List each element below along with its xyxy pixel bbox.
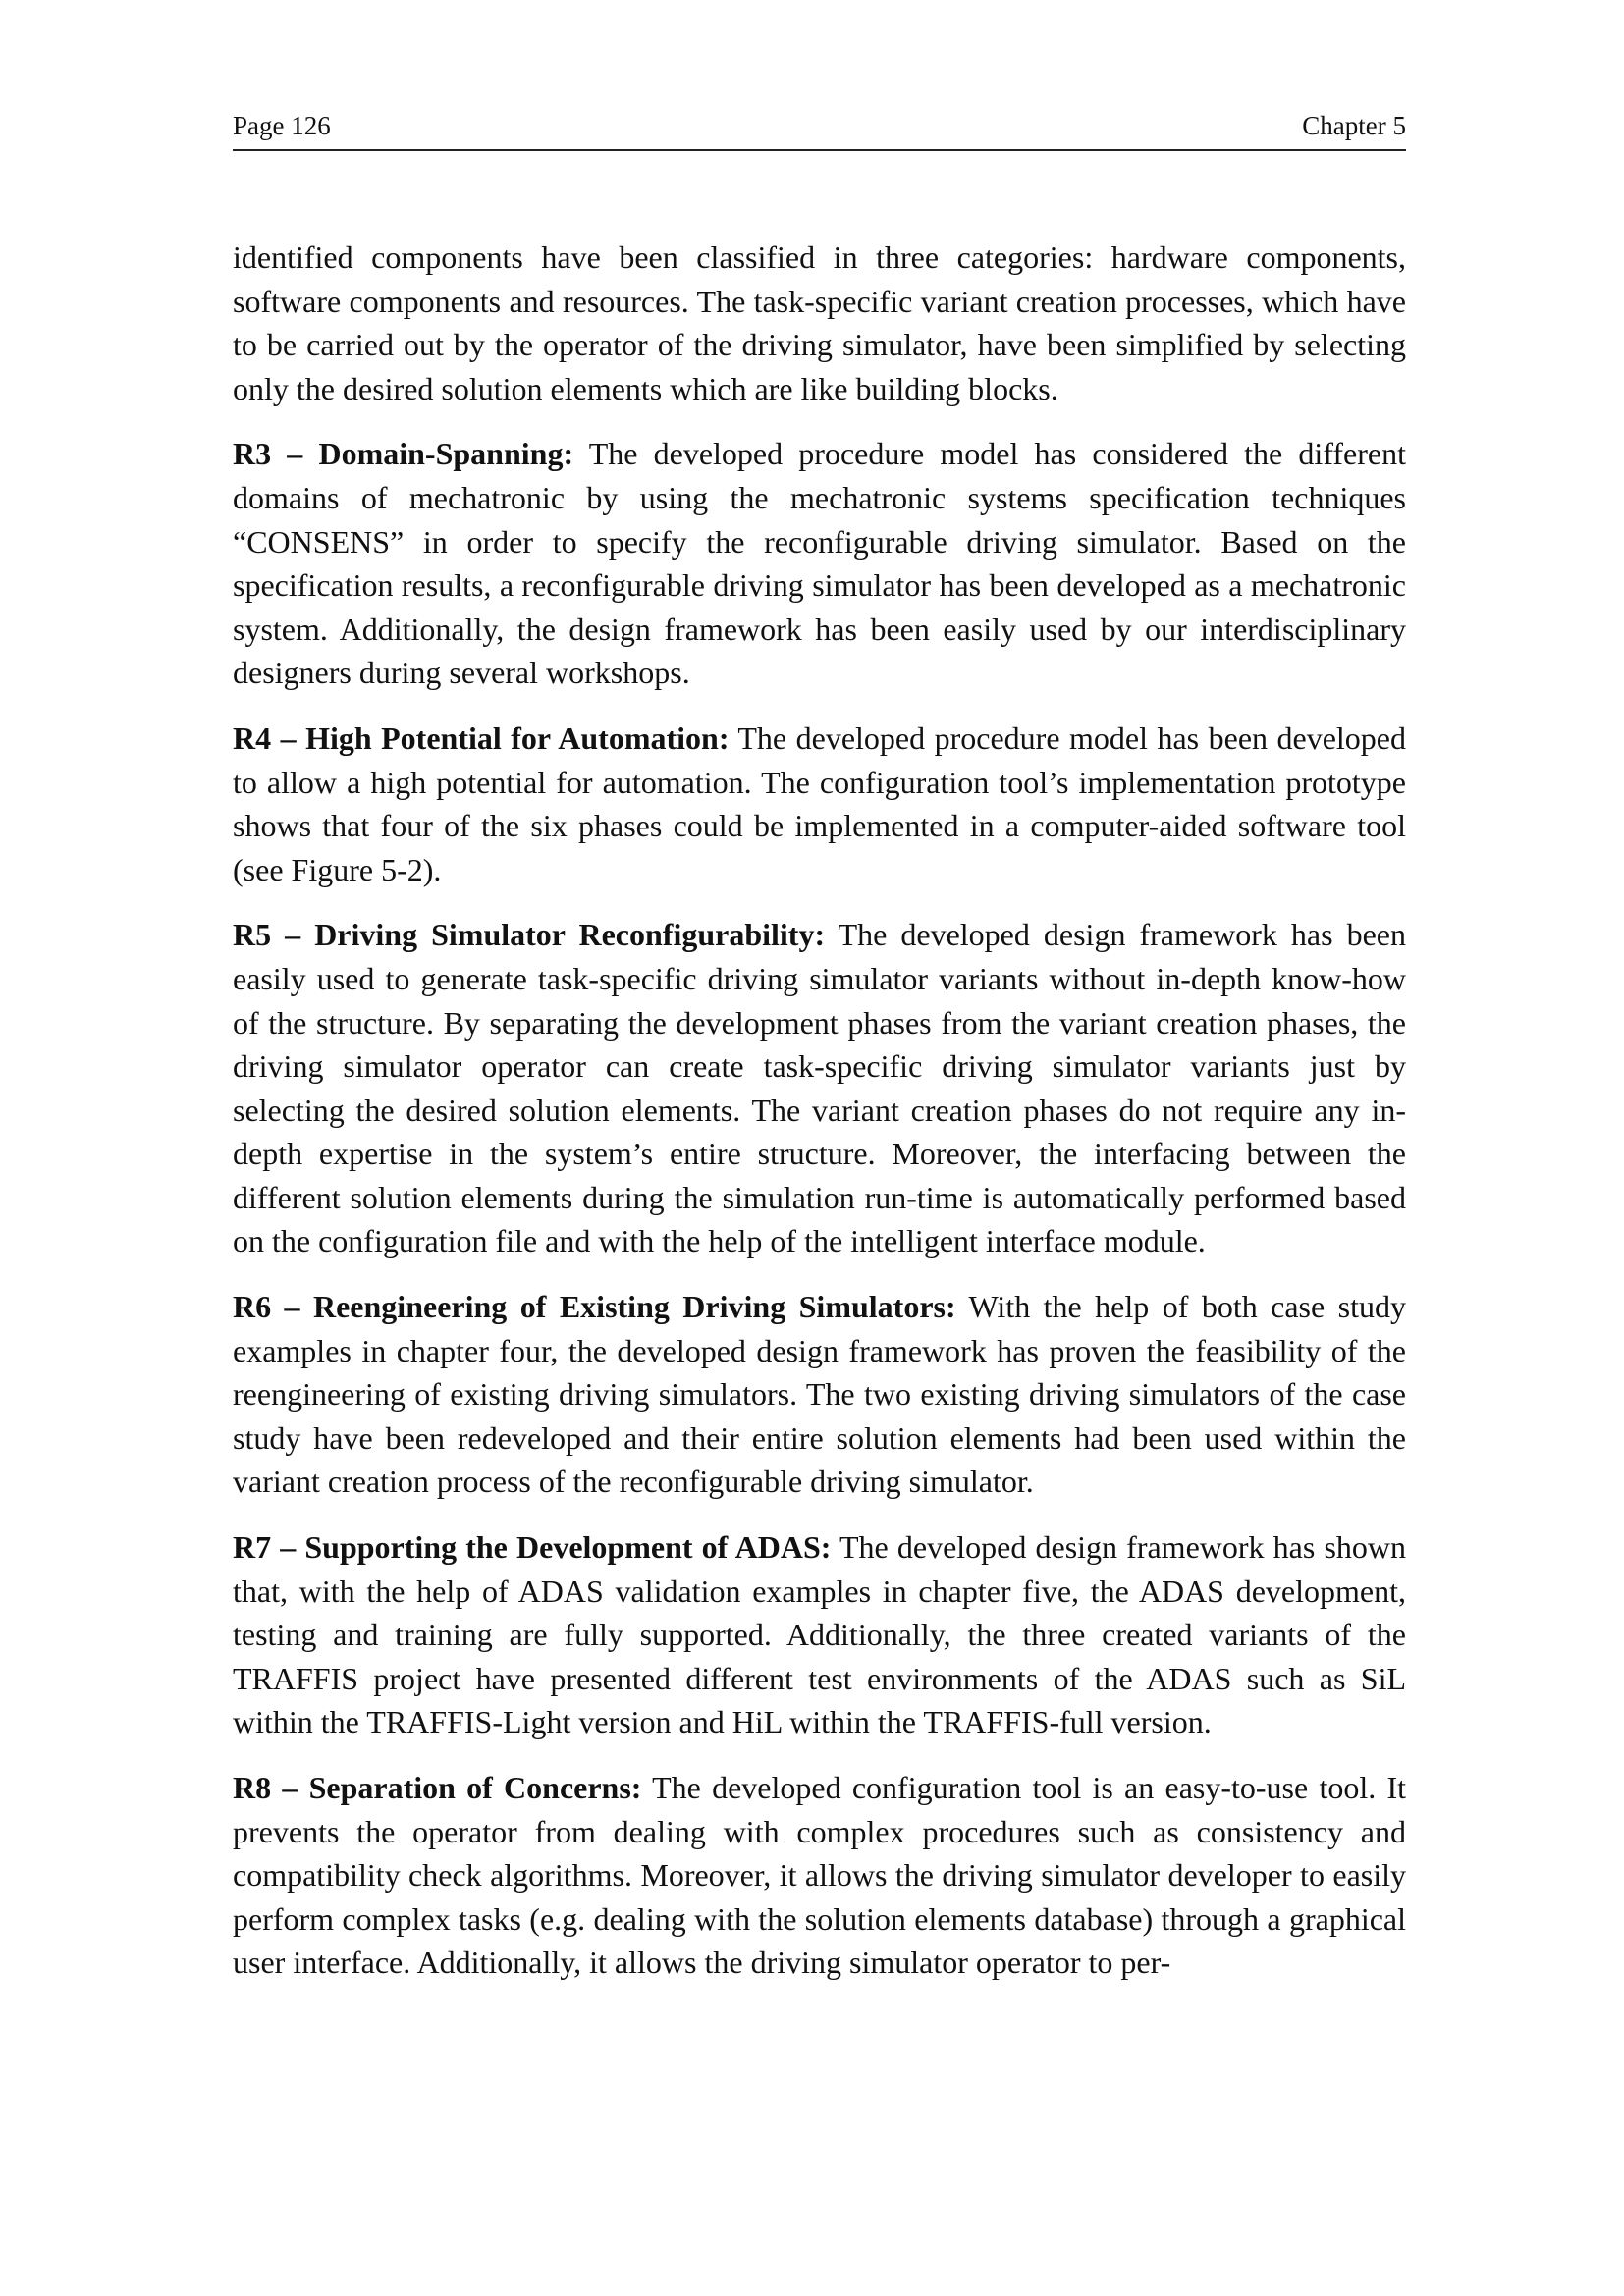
requirement-title-r6: R6 – Reengineering of Existing Driving Simulators: <box>233 1289 956 1325</box>
requirement-title-r4: R4 – High Potential for Automation: <box>233 720 730 756</box>
paragraph-r8 <box>233 1766 1406 1985</box>
paragraph-r7 <box>233 1525 1406 1744</box>
requirement-title-r3: R3 – Domain-Spanning: <box>233 436 574 472</box>
paragraph-text: The developed procedure model has been developed to allow a high potential for automation. The configuration tool’s implementation prototype shows that four of the six phases could be implemented in a computer-aided software tool (see Figure 5-2). <box>233 720 1407 887</box>
paragraph-r5 <box>233 913 1406 1263</box>
requirement-title-r7: R7 – Supporting the Development of ADAS: <box>233 1529 832 1566</box>
paragraph-intro <box>233 236 1406 410</box>
paragraph-text: The developed design framework has been easily used to generate task-specific driving simulator variants without in-depth know-how of the structure. By separating the development phases from the variant creation phases, the driving simulator operator can create task-specific driving simulator variants just by selecting the desired solution elements. The variant creation phases do not require any in-depth expertise in the system’s entire structure. Moreover, the interfacing between the different solution elements during the simulation run-time is automatically performed based on the configuration file and with the help of the intelligent interface module. <box>233 917 1406 1259</box>
page-number: Page 126 <box>233 111 331 140</box>
page-header <box>233 110 1406 151</box>
paragraph-text: The developed configuration tool is an easy-to-use tool. It prevents the operator from dealing with complex procedures such as consistency and compatibility check algorithms. Moreover, it allows the driving simulator developer to easily perform complex tasks (e.g. dealing with the solution elements database) through a graphical user interface. Additionally, it allows the driving simulator operator to per- <box>233 1770 1407 1981</box>
requirement-title-r8: R8 – Separation of Concerns: <box>233 1770 642 1805</box>
paragraph-text: With the help of both case study examples in chapter four, the developed design framework has proven the feasibility of the reengineering of existing driving simulators. The two existing driving simulators of the case study have been redeveloped and their entire solution elements had been used within the variant creation process of the reconfigurable driving simulator. <box>233 1289 1407 1500</box>
paragraph-text: identified components have been classified in three categories: hardware components, software components and resources. The task-specific variant creation processes, which have to be carried out by the operator of the driving simulator, have been simplified by selecting only the desired solution elements which are like building blocks. <box>233 240 1406 406</box>
paragraph-text: The developed procedure model has considered the different domains of mechatronic by using the mechatronic systems specification techniques “CONSENS” in order to specify the reconfigurable driving simulator. Based on the specification results, a reconfigurable driving simulator has been developed as a mechatronic system. Additionally, the design framework has been easily used by our interdisciplinary designers during several workshops. <box>233 436 1407 691</box>
requirement-title-r5: R5 – Driving Simulator Reconfigurability: <box>233 917 826 953</box>
paragraph-r6 <box>233 1285 1406 1504</box>
paragraph-text: The developed design framework has shown that, with the help of ADAS validation examples in chapter five, the ADAS development, testing and training are fully supported. Additionally, the three created variants of the TRAFFIS project have presented different test environments of the ADAS such as SiL within the TRAFFIS-Light version and HiL within the TRAFFIS-full version. <box>233 1529 1406 1740</box>
paragraph-r3 <box>233 432 1406 695</box>
body-text <box>233 236 1406 2006</box>
chapter-label: Chapter 5 <box>1302 111 1406 140</box>
paragraph-r4 <box>233 717 1406 891</box>
